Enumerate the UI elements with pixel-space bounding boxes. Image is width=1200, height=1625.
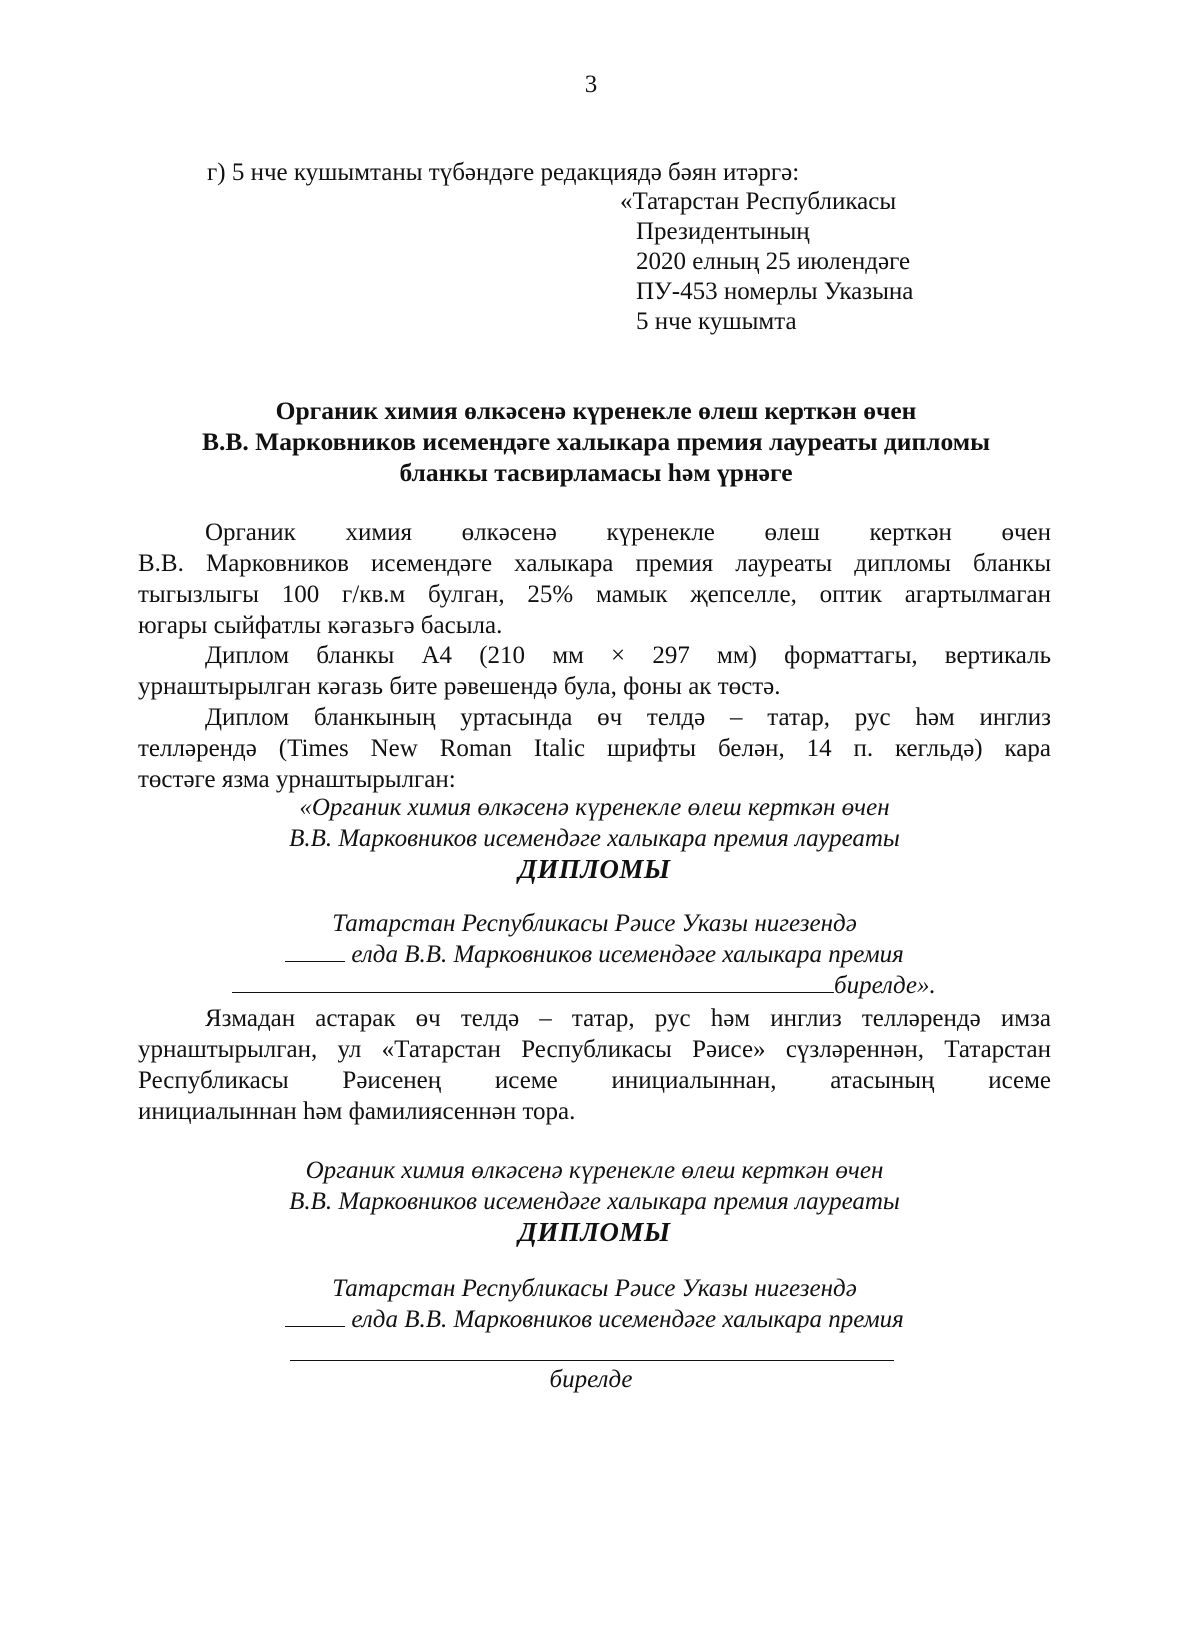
stamp-line: Президентының	[636, 218, 810, 245]
appendix-stamp	[620, 187, 913, 337]
sample-line-text: елда В.В. Марковников исемендәге халыкара премия	[351, 1306, 904, 1333]
paragraph-line: урнаштырылган кәгазь бите рәвешендә була, фоны ак төстә.	[138, 673, 781, 700]
sample-year-line	[138, 1304, 1051, 1335]
paragraph-line: Язмадан астарак өч телдә – татар, рус һәм инглиз телләрендә имза	[205, 1005, 1051, 1032]
paragraph-line: төстәге язма урнаштырылган:	[138, 766, 456, 793]
stamp-line: 2020 елның 25 июлендәге	[636, 248, 911, 275]
diploma-heading: ДИПЛОМЫ	[518, 1217, 671, 1247]
stamp-line: 5 нче кушымта	[636, 308, 797, 335]
paragraph-line: Органик химия өлкәсенә күренекле өлеш керткән өчен	[205, 519, 1051, 546]
paragraph-line: Диплом бланкының уртасында өч телдә – татар, рус һәм инглиз	[205, 704, 1051, 731]
intro-instruction: г) 5 нче кушымтаны түбәндәге редакциядә бәян итәргә:	[207, 159, 800, 186]
paragraph-line: югары сыйфатлы кәгазьгә басыла.	[138, 612, 503, 639]
year-blank	[285, 939, 345, 962]
sample-line-text: елда В.В. Марковников исемендәге халыкара премия	[351, 941, 904, 968]
paragraph-paper-spec	[138, 517, 1051, 641]
sample-line: Татарстан Республикасы Рәисе Указы нигезендә	[332, 910, 857, 937]
sample-line: Органик химия өлкәсенә күренекле өлеш керткән өчен	[305, 1157, 884, 1184]
paragraph-line: телләрендә (Times New Roman Italic шрифты белән, 14 п. кегльдә) кара	[138, 735, 1051, 762]
inscription-sample-2-award	[138, 1273, 1051, 1335]
name-blank	[232, 970, 834, 993]
inscription-sample-1-award	[138, 908, 1051, 970]
year-blank	[285, 1304, 345, 1327]
page-number: 3	[584, 71, 598, 98]
paragraph-inscription-spec	[138, 702, 1051, 795]
diploma-heading: ДИПЛОМЫ	[518, 854, 671, 884]
stamp-line: ПУ-453 номерлы Указына	[636, 278, 914, 305]
inscription-sample-1	[138, 792, 1051, 885]
paragraph-format-spec	[138, 640, 1051, 702]
sample-line: В.В. Марковников исемендәге халыкара премия лауреаты	[289, 1188, 900, 1215]
document-title	[138, 395, 1054, 488]
sample-line-text: бирелде».	[834, 972, 936, 999]
sample-line: Татарстан Республикасы Рәисе Указы нигезендә	[332, 1275, 857, 1302]
sample-line: «Органик химия өлкәсенә күренекле өлеш керткән өчен	[299, 794, 890, 821]
title-line: бланкы тасвирламасы һәм үрнәге	[399, 458, 793, 487]
paragraph-line: Диплом бланкы А4 (210 мм × 297 мм) форматтагы, вертикаль	[205, 642, 1051, 669]
paragraph-line: тыгызлыгы 100 г/кв.м булган, 25% мамык җепселле, оптик агартылмаган	[138, 581, 1051, 608]
paragraph-line: В.В. Марковников исемендәге халыкара премия лауреаты дипломы бланкы	[138, 550, 1051, 577]
sample-line: В.В. Марковников исемендәге халыкара премия лауреаты	[289, 825, 900, 852]
sample-year-line	[138, 939, 1051, 970]
paragraph-line: инициалыннан һәм фамилиясеннән тора.	[138, 1098, 576, 1125]
signature-line	[290, 1360, 894, 1361]
sample-awarded-text: бирелде	[549, 1366, 633, 1393]
inscription-sample-2	[138, 1155, 1051, 1248]
paragraph-line: урнаштырылган, ул «Татарстан Республикасы Рәисе» сүзләреннән, Татарстан	[138, 1036, 1051, 1063]
paragraph-signature-spec	[138, 1003, 1051, 1127]
stamp-line: «Татарстан Республикасы	[620, 188, 897, 215]
sample-name-line	[232, 970, 936, 1001]
title-line: В.В. Марковников исемендәге халыкара премия лауреаты дипломы	[202, 427, 990, 456]
paragraph-line: Республикасы Рәисенең исеме инициалыннан, атасының исеме	[138, 1067, 1051, 1094]
title-line: Органик химия өлкәсенә күренекле өлеш керткән өчен	[275, 396, 917, 425]
